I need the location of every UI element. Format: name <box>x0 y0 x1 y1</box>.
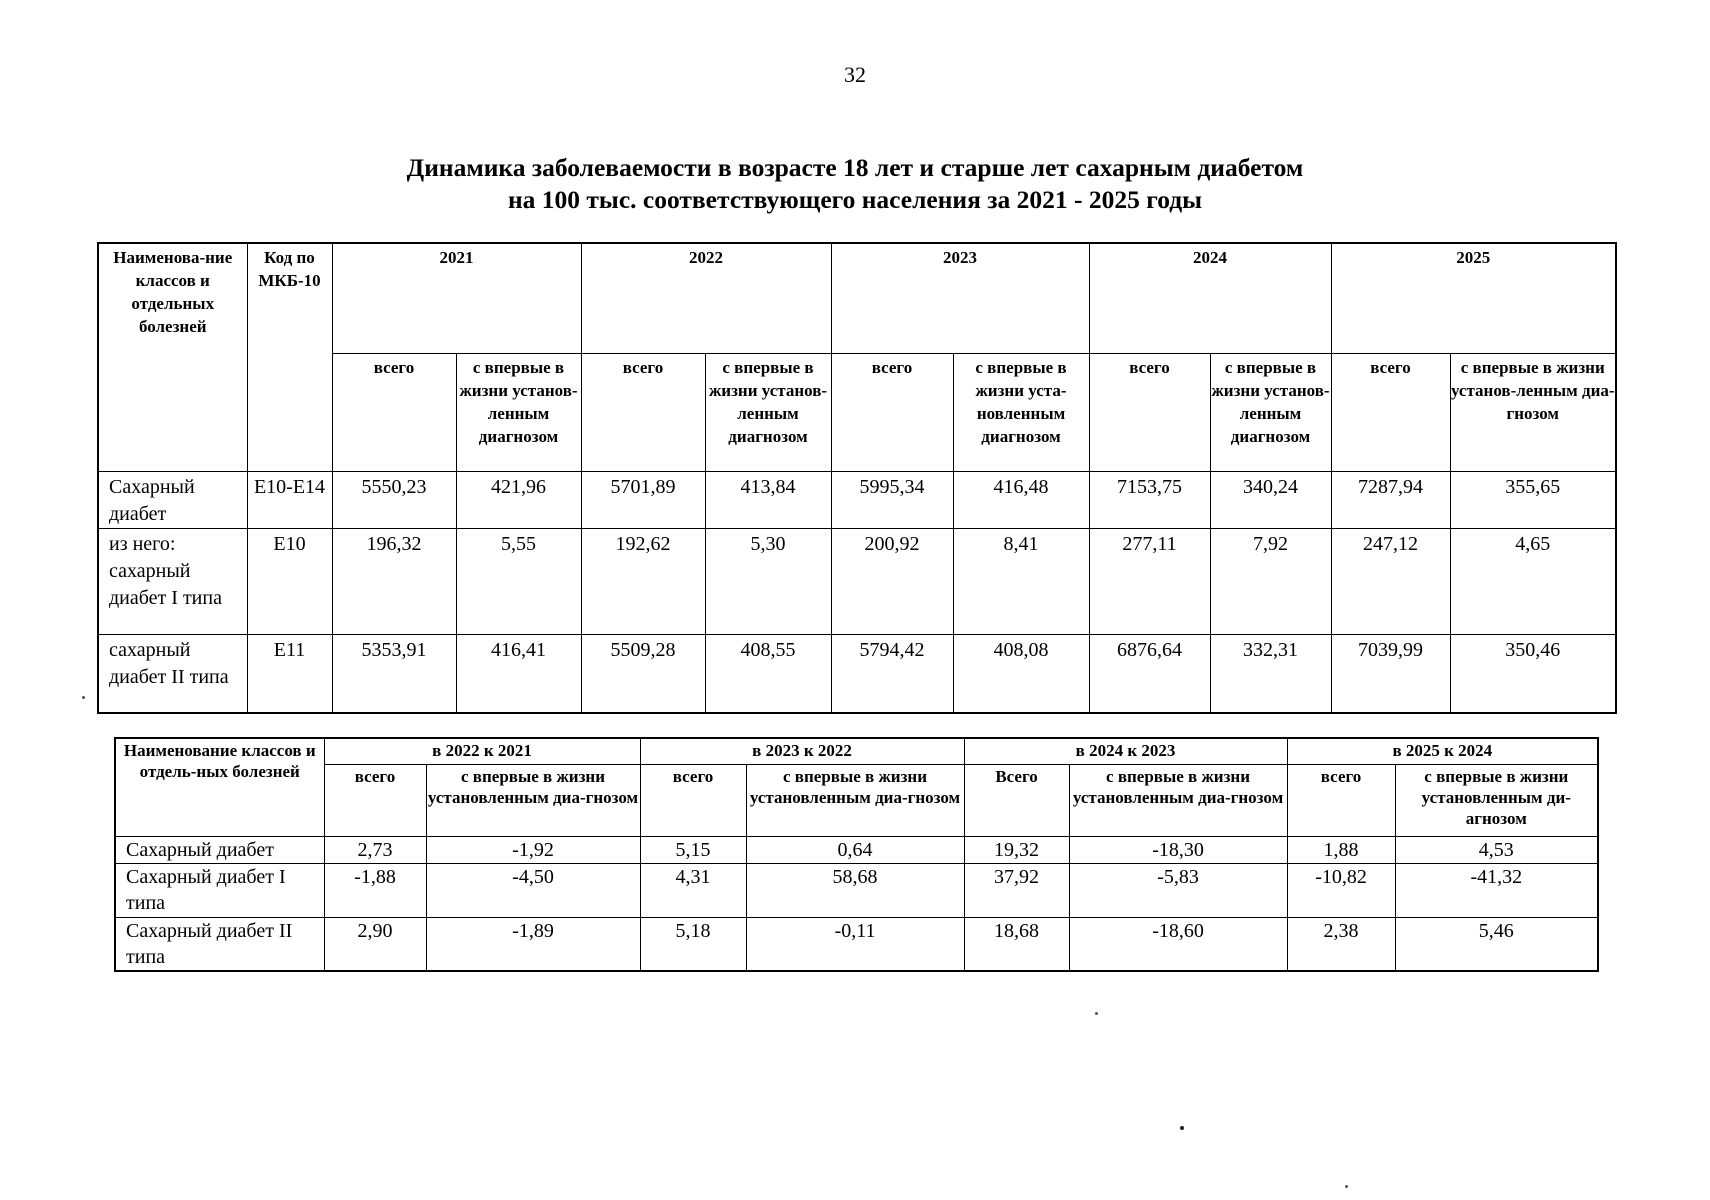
row-code: Е10-Е14 <box>247 471 332 528</box>
header-total: всего <box>1331 353 1450 471</box>
row-name: Сахарный диабет <box>115 836 324 863</box>
cell-value: 7153,75 <box>1089 471 1210 528</box>
header-disease-name: Наименование классов и отдель-ных болезней <box>115 738 324 836</box>
cell-value: 7287,94 <box>1331 471 1450 528</box>
incidence-table <box>97 242 1617 714</box>
cell-value: 5,30 <box>705 528 831 634</box>
table-row <box>115 836 1598 863</box>
cell-value: 416,41 <box>456 634 581 713</box>
cell-value: 408,08 <box>953 634 1089 713</box>
header-first-diagnosed: с впервые в жизни установ-ленным диагнозом <box>456 353 581 471</box>
cell-value: 2,90 <box>324 917 426 971</box>
cell-value: 1,88 <box>1287 836 1395 863</box>
header-total: всего <box>1089 353 1210 471</box>
cell-value: 5995,34 <box>831 471 953 528</box>
scan-speck <box>1345 1185 1348 1188</box>
cell-value: 0,64 <box>746 836 964 863</box>
header-first-diagnosed: с впервые в жизни уста-новленным диагнозом <box>953 353 1089 471</box>
header-total: всего <box>1287 764 1395 836</box>
cell-value: 416,48 <box>953 471 1089 528</box>
cell-value: 5,46 <box>1395 917 1598 971</box>
header-period: в 2025 к 2024 <box>1287 738 1598 764</box>
cell-value: 5,55 <box>456 528 581 634</box>
page-number: 32 <box>844 62 866 87</box>
row-name: из него: сахарный диабет I типа <box>98 528 247 634</box>
cell-value: -18,30 <box>1069 836 1287 863</box>
header-year: 2021 <box>332 243 581 353</box>
header-first-diagnosed: с впервые в жизни установ-ленным диагнозом <box>1210 353 1331 471</box>
cell-value: 196,32 <box>332 528 456 634</box>
header-icd-code: Код по МКБ-10 <box>247 243 332 471</box>
change-table <box>114 737 1599 972</box>
cell-value: 421,96 <box>456 471 581 528</box>
header-total: всего <box>324 764 426 836</box>
header-total: Всего <box>964 764 1069 836</box>
row-name: Сахарный диабет I типа <box>115 863 324 917</box>
table-row <box>115 917 1598 971</box>
cell-value: 350,46 <box>1450 634 1616 713</box>
header-period: в 2022 к 2021 <box>324 738 640 764</box>
cell-value: 7039,99 <box>1331 634 1450 713</box>
cell-value: 5794,42 <box>831 634 953 713</box>
header-year: 2024 <box>1089 243 1331 353</box>
scan-speck <box>82 696 85 699</box>
cell-value: 19,32 <box>964 836 1069 863</box>
header-year: 2025 <box>1331 243 1616 353</box>
row-name: Сахарный диабет II типа <box>115 917 324 971</box>
header-first-diagnosed: с впервые в жизни установ-ленным диа-гнозом <box>1450 353 1616 471</box>
row-code: Е10 <box>247 528 332 634</box>
cell-value: 8,41 <box>953 528 1089 634</box>
cell-value: 5509,28 <box>581 634 705 713</box>
cell-value: 58,68 <box>746 863 964 917</box>
cell-value: -5,83 <box>1069 863 1287 917</box>
cell-value: 4,31 <box>640 863 746 917</box>
cell-value: 4,53 <box>1395 836 1598 863</box>
header-total: всего <box>581 353 705 471</box>
cell-value: 5550,23 <box>332 471 456 528</box>
cell-value: -10,82 <box>1287 863 1395 917</box>
cell-value: -4,50 <box>426 863 640 917</box>
cell-value: -1,89 <box>426 917 640 971</box>
cell-value: 247,12 <box>1331 528 1450 634</box>
header-period: в 2024 к 2023 <box>964 738 1287 764</box>
header-period: в 2023 к 2022 <box>640 738 964 764</box>
cell-value: 2,38 <box>1287 917 1395 971</box>
scan-speck <box>1180 1126 1184 1130</box>
cell-value: -1,92 <box>426 836 640 863</box>
header-total: всего <box>640 764 746 836</box>
header-total: всего <box>332 353 456 471</box>
header-first-diagnosed: с впервые в жизни установленным диа-гнозом <box>746 764 964 836</box>
document-title <box>0 152 1710 216</box>
cell-value: -1,88 <box>324 863 426 917</box>
header-year: 2023 <box>831 243 1089 353</box>
title-line-1: Динамика заболеваемости в возрасте 18 лет и старше лет сахарным диабетом <box>406 153 1304 182</box>
cell-value: 192,62 <box>581 528 705 634</box>
cell-value: 5,18 <box>640 917 746 971</box>
cell-value: 332,31 <box>1210 634 1331 713</box>
cell-value: 7,92 <box>1210 528 1331 634</box>
cell-value: 355,65 <box>1450 471 1616 528</box>
header-year: 2022 <box>581 243 831 353</box>
cell-value: -0,11 <box>746 917 964 971</box>
cell-value: 5353,91 <box>332 634 456 713</box>
row-name: сахарный диабет II типа <box>98 634 247 713</box>
cell-value: 5701,89 <box>581 471 705 528</box>
header-first-diagnosed: с впервые в жизни установленным диа-гнозом <box>426 764 640 836</box>
title-line-2: на 100 тыс. соответствующего населения за 2021 - 2025 годы <box>507 185 1203 214</box>
header-total: всего <box>831 353 953 471</box>
cell-value: -18,60 <box>1069 917 1287 971</box>
table-row <box>98 471 1616 528</box>
cell-value: 413,84 <box>705 471 831 528</box>
cell-value: -41,32 <box>1395 863 1598 917</box>
table-row <box>115 863 1598 917</box>
cell-value: 6876,64 <box>1089 634 1210 713</box>
row-name: Сахарный диабет <box>98 471 247 528</box>
cell-value: 37,92 <box>964 863 1069 917</box>
table-row <box>98 634 1616 713</box>
cell-value: 5,15 <box>640 836 746 863</box>
header-first-diagnosed: с впервые в жизни установленным ди-агнозом <box>1395 764 1598 836</box>
cell-value: 277,11 <box>1089 528 1210 634</box>
row-code: Е11 <box>247 634 332 713</box>
cell-value: 200,92 <box>831 528 953 634</box>
cell-value: 408,55 <box>705 634 831 713</box>
table-row <box>98 528 1616 634</box>
cell-value: 340,24 <box>1210 471 1331 528</box>
cell-value: 4,65 <box>1450 528 1616 634</box>
header-first-diagnosed: с впервые в жизни установ-ленным диагнозом <box>705 353 831 471</box>
header-disease-name: Наименова-ние классов и отдельных болезней <box>98 243 247 471</box>
scan-speck <box>1095 1012 1098 1015</box>
cell-value: 18,68 <box>964 917 1069 971</box>
header-first-diagnosed: с впервые в жизни установленным диа-гнозом <box>1069 764 1287 836</box>
cell-value: 2,73 <box>324 836 426 863</box>
